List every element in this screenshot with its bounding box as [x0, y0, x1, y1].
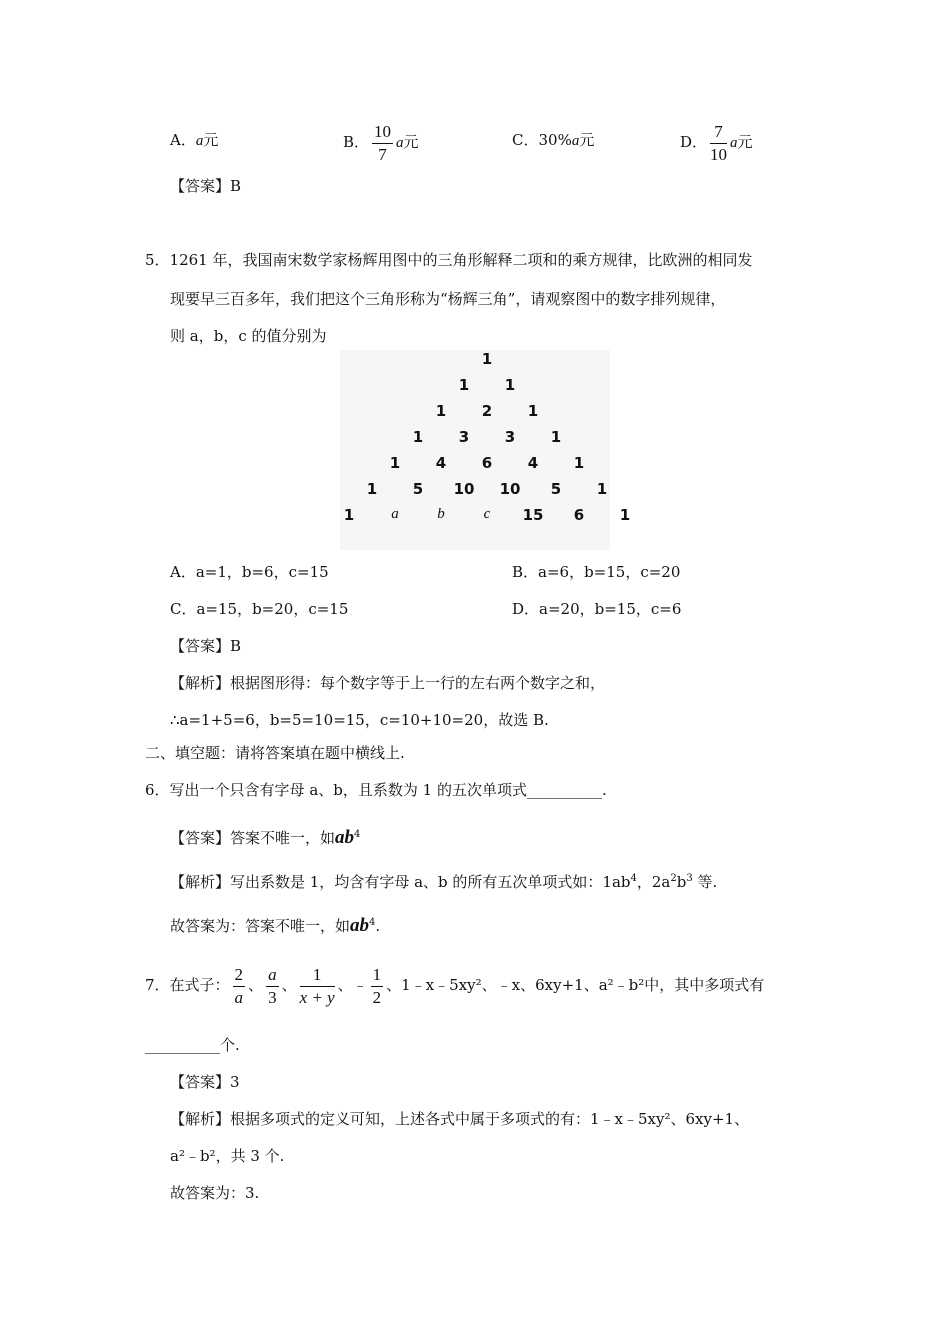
- numerator: 1: [300, 965, 335, 987]
- separator: 、: [281, 976, 297, 994]
- q5-question-line2: 现要早三百多年，我们把这个三角形称为“杨辉三角”，请观察图中的数字排列规律，: [170, 290, 726, 308]
- triangle-number: 6: [481, 454, 493, 472]
- q5-analysis-line2: ∴a=1+5=6，b=5=10=15，c=10+10=20，故选 B.: [170, 711, 549, 729]
- q5-answer: 【答案】B: [170, 637, 242, 655]
- triangle-number: 10: [499, 480, 521, 498]
- numerator: 7: [710, 122, 727, 144]
- yang-hui-triangle-figure: [340, 350, 631, 550]
- denominator: x + y: [299, 987, 335, 1007]
- triangle-number: 1: [366, 480, 378, 498]
- analysis-text: 【解析】写出系数是 1，均含有字母 a、b 的所有五次单项式如：1ab: [170, 873, 631, 891]
- option-label: D．: [680, 133, 708, 151]
- analysis-text: 等.: [692, 873, 718, 891]
- q4-option-d: [680, 120, 753, 165]
- question-text: 、1﹣x﹣5xy²、﹣x、6xy+1、a²﹣b²中，其中多项式有: [386, 976, 765, 994]
- triangle-number: 4: [435, 454, 447, 472]
- numerator: 2: [233, 965, 246, 987]
- q5-question-line1: 5．1261 年，我国南宋数学家杨辉用图中的三角形解释二项和的乘方规律，比欧洲的相同发: [145, 251, 753, 269]
- fraction: [266, 965, 279, 1008]
- separator: 、: [248, 976, 264, 994]
- triangle-number: 1: [504, 376, 516, 394]
- option-unit: 元: [579, 131, 595, 149]
- exponent: 3: [686, 873, 693, 884]
- triangle-number: 2: [481, 402, 493, 420]
- conclusion-expression: ab: [350, 915, 370, 936]
- q4-option-c: [512, 130, 594, 151]
- fraction: [371, 965, 384, 1008]
- analysis-text: ，2a: [636, 873, 671, 891]
- exponent: 4: [630, 873, 637, 884]
- q4-option-b: [343, 120, 419, 165]
- option-var: a: [730, 135, 738, 151]
- q5-question-line3: 则 a，b，c 的值分别为: [170, 327, 327, 345]
- exponent: 4: [354, 829, 361, 840]
- triangle-number: 1: [435, 402, 447, 420]
- triangle-number: 1: [343, 506, 355, 524]
- q4-answer: 【答案】B: [170, 177, 242, 195]
- triangle-number: 1: [412, 428, 424, 446]
- triangle-number: 1: [389, 454, 401, 472]
- denominator: a: [234, 987, 244, 1007]
- triangle-number: 1: [458, 376, 470, 394]
- triangle-number: 1: [573, 454, 585, 472]
- conclusion-text: .: [375, 917, 381, 935]
- fraction: [300, 965, 335, 1008]
- q7-conclusion: 故答案为：3.: [170, 1184, 260, 1202]
- section-heading: 二、填空题：请将答案填在题中横线上.: [145, 744, 405, 762]
- q5-analysis-line1: 【解析】根据图形得：每个数字等于上一行的左右两个数字之和，: [170, 674, 606, 692]
- triangle-number: 3: [504, 428, 516, 446]
- triangle-number: 6: [573, 506, 585, 524]
- exponent: 2: [670, 873, 677, 884]
- triangle-number: b: [437, 506, 445, 522]
- denominator: 2: [372, 987, 382, 1007]
- option-var: a: [396, 135, 404, 151]
- option-label: B．: [343, 133, 370, 151]
- option-var: a: [195, 133, 204, 149]
- answer-expression: ab: [335, 827, 355, 848]
- answer-text: 【答案】答案不唯一，如: [170, 829, 336, 847]
- q7-answer: 【答案】3: [170, 1073, 240, 1091]
- exponent: 4: [369, 917, 376, 928]
- option-label: C．: [512, 131, 539, 149]
- q7-analysis-line2: a²﹣b²，共 3 个.: [170, 1147, 285, 1165]
- q7-analysis-line1: 【解析】根据多项式的定义可知，上述各式中属于多项式的有：1﹣x﹣5xy²、6xy+1、: [170, 1110, 750, 1128]
- numerator: 1: [371, 965, 384, 987]
- denominator: 10: [710, 144, 728, 164]
- triangle-number: 3: [458, 428, 470, 446]
- triangle-number: 1: [481, 350, 493, 368]
- triangle-number: 4: [527, 454, 539, 472]
- q6-question: 6．写出一个只含有字母 a、b，且系数为 1 的五次单项式__________.: [145, 781, 607, 799]
- denominator: 3: [268, 987, 277, 1007]
- q6-answer: [170, 828, 360, 848]
- denominator: 7: [378, 144, 387, 164]
- fraction: [710, 122, 727, 165]
- analysis-text: b: [676, 873, 687, 891]
- option-percent: 30%: [538, 131, 572, 149]
- triangle-number: 10: [453, 480, 475, 498]
- option-unit: 元: [737, 133, 753, 151]
- q6-conclusion: [170, 916, 380, 936]
- triangle-number: 1: [550, 428, 562, 446]
- fraction: [233, 965, 246, 1008]
- triangle-number: a: [391, 506, 399, 522]
- q7-question: [145, 960, 764, 1010]
- numerator: a: [266, 965, 279, 987]
- option-label: A．: [170, 131, 196, 149]
- fraction: [372, 122, 393, 165]
- option-unit: 元: [403, 133, 419, 151]
- question-text: 7．在式子：: [145, 976, 230, 994]
- q7-blank-line: __________个.: [145, 1036, 240, 1054]
- numerator: 10: [372, 122, 393, 144]
- q4-option-a: [170, 130, 218, 151]
- q5-option-c: C．a=15，b=20，c=15: [170, 600, 349, 618]
- triangle-number: 5: [550, 480, 562, 498]
- triangle-number: 5: [412, 480, 424, 498]
- triangle-number: 1: [619, 506, 631, 524]
- triangle-number: 15: [522, 506, 544, 524]
- triangle-number: 1: [527, 402, 539, 420]
- triangle-number: c: [483, 506, 491, 522]
- triangle-number: 1: [596, 480, 608, 498]
- q5-option-b: B．a=6，b=15，c=20: [512, 563, 681, 581]
- q5-option-d: D．a=20，b=15，c=6: [512, 600, 682, 618]
- conclusion-text: 故答案为：答案不唯一，如: [170, 917, 351, 935]
- q5-option-a: A．a=1，b=6，c=15: [170, 563, 329, 581]
- separator: 、﹣: [337, 976, 368, 994]
- q6-analysis: [170, 872, 717, 892]
- option-unit: 元: [203, 131, 219, 149]
- option-var: a: [571, 133, 580, 149]
